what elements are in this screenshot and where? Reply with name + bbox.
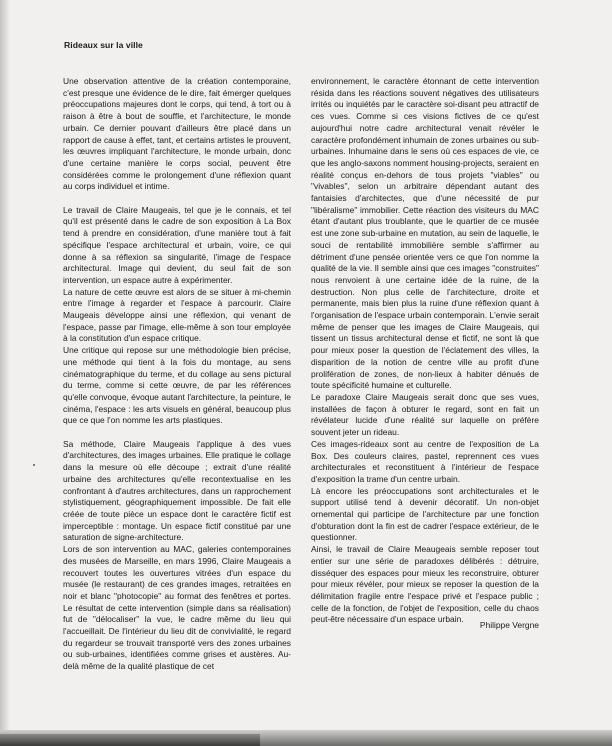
scan-bottom-shadow [0,734,260,746]
paragraph: Une critique qui repose sur une méthodologie bien précise, une méthode qui tient à la fois du montage, au sens cinématographique du terme, et du collage au sens pictural du terme, comme si cette œuvre, de par les références qu'elle convoque, évoque autant l'architecture, la peinture, le cinéma, l'espace : les arts visuels en général, beaucoup plus que ce que l'on nomme les arts plastiques. [63,345,291,426]
paragraph: Le travail de Claire Maugeais, tel que je le connais, et tel qu'il est présenté dans le cadre de son exposition à La Box tend à prendre en considération, d'une manière tout à fait spécifique l'espace architectural et urbain, voire, ce qui donne à sa réflexion sa singularité, l'image de l'espace architectural. Image qui devient, du seul fait de son intervention, un espace autre à expérimenter. [63,204,291,285]
paragraph: Le paradoxe Claire Maugeais serait donc que ses vues, installées de façon à obturer le regard, sont en fait un révélateur lucide d'une réalité sur laquelle on préfère souvent jeter un rideau. [311,391,539,438]
page-title: Rideaux sur la ville [64,40,143,50]
paragraph: Ces images-rideaux sont au centre de l'exposition de La Box. Des couleurs claires, pastel, reprennent ces vues architecturales et reconstituent à l'intérieur de l'espace d'exposition la trame d'un centre urbain. [311,438,539,484]
paragraph: Lors de son intervention au MAC, galeries contemporaines des musées de Marseille, en mars 1996, Claire Maugeais a recouvert toutes les ouvertures vitrées d'un espace du musée (le restaurant) de ces grandes images, retraitées en noir et blanc "photocopie" au format des fenêtres et portes. Le résultat de cette intervention (simple dans sa réalisation) fut de "délocaliser" la vue, le cadre même du lieu qui l'accueillait. De l'intérieur du lieu dit de convivialité, le regard du regardeur se trouvait transporté vers des zones urbaines ou sub-urbaines, identifiées comme grises et austères. Au-delà même de la qualité plastique de cet [63,544,291,672]
paragraph: Sa méthode, Claire Maugeais l'applique à des vues d'architectures, des images urbaines. Elle pratique le collage dans la mesure où elle découpe ; extrait d'une réalité urbaine des architectures qu'elle recontextualise en les confrontant à d'autres architectures, dans un rapprochement stylistiquement, géographiquement impossible. De fait elle créée de toute pièce un espace dont le caractère fictif est imperceptible : montage. Un espace fictif constitué par une saturation de signe-architecture. [63,438,291,543]
author-signature: Philippe Vergne [479,620,539,630]
paper-speck [33,464,35,466]
paragraph: environnement, le caractère étonnant de cette intervention résida dans les réactions souvent négatives des utilisateurs irrités ou inquiétés par le caractère soi-disant peu attractif de ces vues. Comme si ces visions fictives de ce qu'est aujourd'hui notre cadre architectural venait révéler le caractère profondément inhumain de zones urbaines ou sub-urbaines. Inhumaine dans le sens où ces espaces de vie, ce que les anglo-saxons nomment housing-projects, seraient en réalité conçus en-dehors de tous projets "viables" ou "vivables", selon un arbitraire dépendant autant des fantaisies d'architectes, que d'une nécessité de pur "libéralisme" immobilier. Cette réaction des visiteurs du MAC étant d'autant plus troublante, que le quartier de ce musée est une zone sub-urbaine en mutation, au sein de laquelle, le souci de rentabilité immobilière semble s'affirmer au détriment d'une pensée orientée vers ce que l'on nomme la qualité de la vie. Il semble ainsi que ces images "construites" nous renvoient à une certaine idée de la ruine, de la destruction. Non plus celle de l'architecture, droite et permanente, mais bien plus la ruine d'une réflexion quant à l'organisation de l'espace urbain contemporain. L'envie serait même de penser que les images de Claire Maugeais, qui tissent un tissus architectural dense et fictif, ne sont là que pour mieux poser la question de l'éclatement des villes, la disparition de la notion de centre ville au profit d'une prolifération de zones, de non-lieux à habiter dénués de toute spécificité humaine et culturelle. [311,76,539,391]
left-column [63,76,291,673]
page-edge-shadow [0,0,10,746]
paragraph: Là encore les préoccupations sont architecturales et le support utilisé tend à devenir décoratif. Un non-objet ornemental qui participe de l'architecture par une fonction d'obturation dont la fin est de cadrer l'espace extérieur, de le questionner. [311,485,539,543]
paragraph: Ainsi, le travail de Claire Meaugeais semble reposer tout entier sur une série de paradoxes délibérés : détruire, disséquer des espaces pour mieux les reconstruire, obturer pour mieux révéler, pour mieux se reposer la question de la délimitation fragile entre l'espace privé et l'espace public ; celle de la fonction, de l'objet de l'exposition, celle du chaos peut-être nécessaire d'un espace urbain. [311,544,539,625]
right-column [311,76,539,626]
paragraph: Une observation attentive de la création contemporaine, c'est presque une évidence de le dire, fait émerger quelques préoccupations majeures dont le corps, qui tend, à tort ou à raison à être à bout de souffle, et l'architecture, le monde urbain. Ce dernier pouvant d'ailleurs être placé dans un rapport de cause à effet, tant, et certains artistes le prouvent, les œuvres impliquant l'architecture, le monde urbain, donc d'une certaine manière le corps social, peuvent être considérées comme le prolongement d'une réflexion quant au corps individuel et intime. [63,76,291,192]
paragraph: La nature de cette œuvre est alors de se situer à mi-chemin entre l'image à regarder et l'espace à parcourir. Claire Maugeais développe ainsi une réflexion, qui venant de l'espace, passe par l'image, elle-même à son tour employée à la constitution d'un espace critique. [63,286,291,344]
